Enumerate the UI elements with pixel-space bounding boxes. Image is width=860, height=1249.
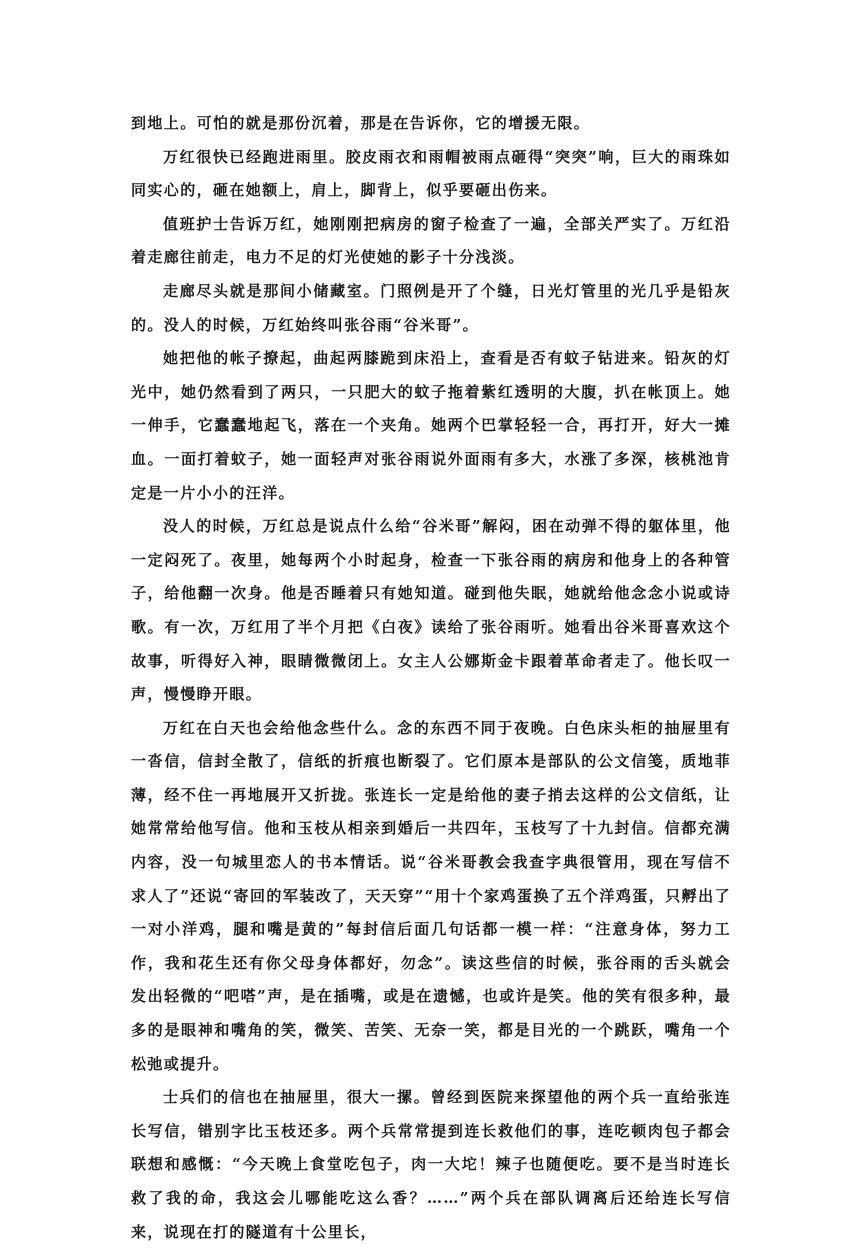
paragraph: 值班护士告诉万红，她刚刚把病房的窗子检查了一遍，全部关严实了。万红沿着走廊往前走，电力不足的灯光使她的影子十分浅淡。 bbox=[131, 214, 731, 267]
article-body bbox=[131, 107, 731, 1249]
paragraph: 士兵们的信也在抽屉里，很大一摞。曾经到医院来探望他的两个兵一直给张连长写信，错别字比玉枝还多。两个兵常常提到连长救他们的事，连吃顿肉包子都会联想和感慨：“今天晚上食堂吃包子，肉一大坨！辣子也随便吃。要不是当时连长救了我的命，我这会儿哪能吃这么香？……”两个兵在部队调离后还给连长写信来，说现在打的隧道有十公里长， bbox=[131, 1088, 731, 1241]
paragraph: 万红在白天也会给他念些什么。念的东西不同于夜晚。白色床头柜的抽屉里有一沓信，信封全散了，信纸的折痕也断裂了。它们原本是部队的公文信笺，质地菲薄，经不住一再地展开又折拢。张连长一定是给他的妻子捎去这样的公文信纸，让她常常给他写信。他和玉枝从相亲到婚后一共四年，玉枝写了十九封信。信都充满内容，没一句城里恋人的书本情话。说“谷米哥教会我查字典很管用，现在写信不求人了”还说“寄回的军装改了，天天穿”“用十个家鸡蛋换了五个洋鸡蛋，只孵出了一对小洋鸡，腿和嘴是黄的”每封信后面几句话都一模一样：“注意身体，努力工作，我和花生还有你父母身体都好，勿念”。读这些信的时候，张谷雨的舌头就会发出轻微的“吧嗒”声，是在插嘴，或是在遗憾，也或许是笑。他的笑有很多种，最多的是眼神和嘴角的笑，微笑、苦笑、无奈一笑，都是目光的一个跳跃，嘴角一个松弛或提升。 bbox=[131, 718, 731, 1073]
paragraph: 万红很快已经跑进雨里。胶皮雨衣和雨帽被雨点砸得“突突”响，巨大的雨珠如同实心的，砸在她额上，肩上，脚背上，似乎要砸出伤来。 bbox=[131, 147, 731, 200]
paragraph: 没人的时候，万红总是说点什么给“谷米哥”解闷，困在动弹不得的躯体里，他一定闷死了。夜里，她每两个小时起身，检查一下张谷雨的病房和他身上的各种管子，给他翻一次身。他是否睡着只有她知道。碰到他失眠，她就给他念念小说或诗歌。有一次，万红用了半个月把《白夜》读给了张谷雨听。她看出谷米哥喜欢这个故事，听得好入神，眼睛微微闭上。女主人公娜斯金卡跟着革命者走了。他长叹一声，慢慢睁开眼。 bbox=[131, 517, 731, 704]
paragraph: 她把他的帐子撩起，曲起两膝跪到床沿上，查看是否有蚊子钻进来。铅灰的灯光中，她仍然看到了两只，一只肥大的蚊子拖着紫红透明的大腹，扒在帐顶上。她一伸手，它蠢蠢地起飞，落在一个夹角。她两个巴掌轻轻一合，再打开，好大一摊血。一面打着蚊子，她一面轻声对张谷雨说外面雨有多大，水涨了多深，核桃池肯定是一片小小的汪洋。 bbox=[131, 349, 731, 502]
paragraph: 走廊尽头就是那间小储藏室。门照例是开了个缝，日光灯管里的光几乎是铅灰的。没人的时候，万红始终叫张谷雨“谷米哥”。 bbox=[131, 281, 731, 334]
paragraph-continued: 到地上。可怕的就是那份沉着，那是在告诉你，它的增援无限。 bbox=[131, 114, 591, 132]
